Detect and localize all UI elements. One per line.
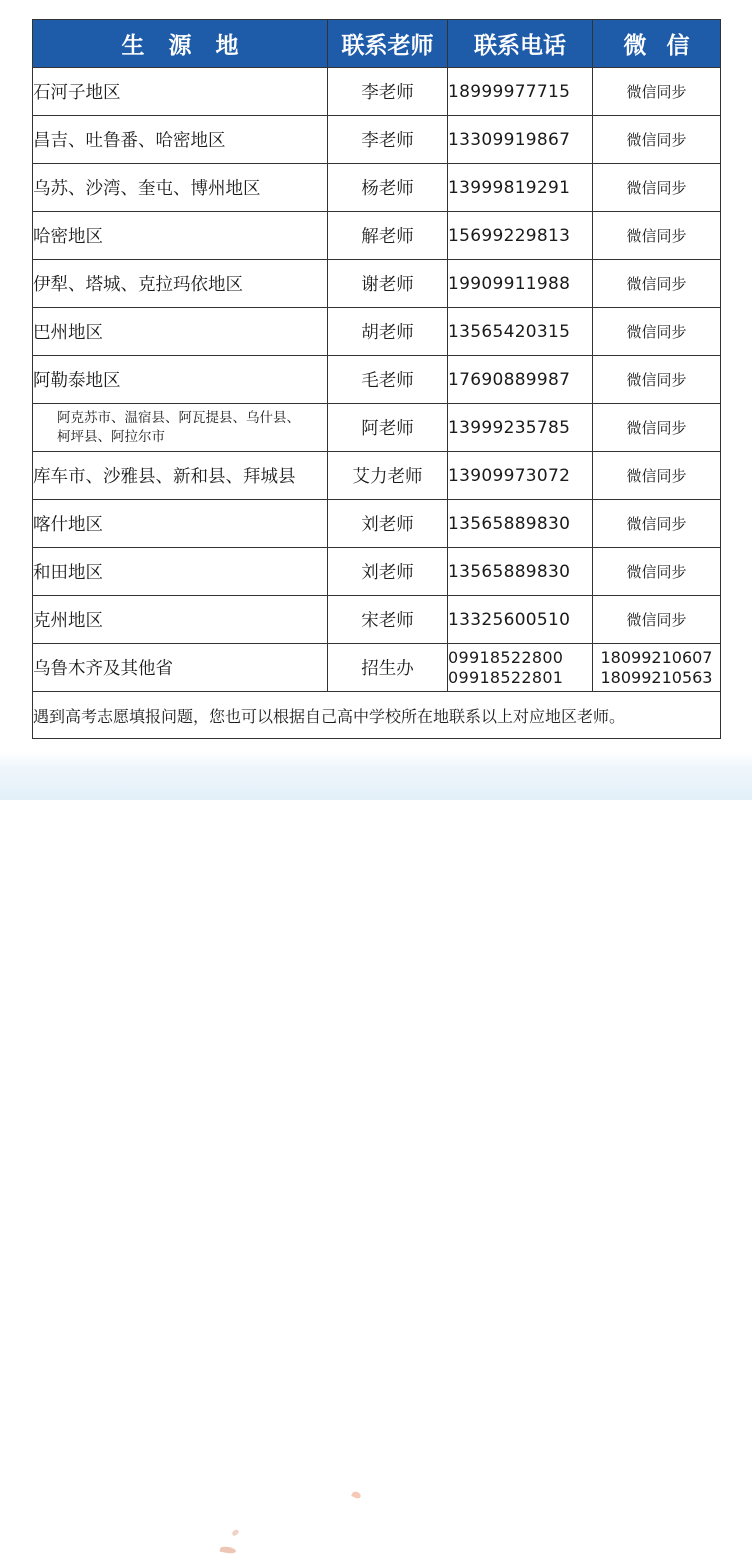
header-teacher: 联系老师 [328, 20, 448, 68]
wechat-cell: 微信同步 [593, 260, 721, 308]
table-row [33, 500, 721, 548]
region-line: 阿克苏市、温宿县、阿瓦提县、乌什县、 [57, 409, 300, 426]
table-row [33, 596, 721, 644]
phone-cell [448, 644, 593, 692]
wechat-cell: 微信同步 [593, 452, 721, 500]
phone-cell: 17690889987 [448, 356, 593, 404]
teacher-cell: 宋老师 [328, 596, 448, 644]
table-row [33, 356, 721, 404]
region-cell: 石河子地区 [33, 68, 328, 116]
phone-line: 09918522800 [448, 647, 564, 667]
region-cell: 昌吉、吐鲁番、哈密地区 [33, 116, 328, 164]
teacher-cell: 阿老师 [328, 404, 448, 452]
phone-cell: 15699229813 [448, 212, 593, 260]
teacher-cell: 毛老师 [328, 356, 448, 404]
phone-cell: 13565420315 [448, 308, 593, 356]
table-row [33, 164, 721, 212]
region-cell: 巴州地区 [33, 308, 328, 356]
header-wechat: 微信 [593, 20, 721, 68]
wechat-cell: 微信同步 [593, 404, 721, 452]
wechat-cell: 微信同步 [593, 212, 721, 260]
table-row [33, 260, 721, 308]
header-phone: 联系电话 [448, 20, 593, 68]
table-row [33, 308, 721, 356]
table-row [33, 212, 721, 260]
teacher-cell: 解老师 [328, 212, 448, 260]
bottom-background [0, 752, 752, 800]
phone-cell: 13309919867 [448, 116, 593, 164]
table-row [33, 644, 721, 692]
region-line: 柯坪县、阿拉尔市 [57, 428, 165, 445]
region-cell: 库车市、沙雅县、新和县、拜城县 [33, 452, 328, 500]
region-cell: 阿勒泰地区 [33, 356, 328, 404]
region-cell: 哈密地区 [33, 212, 328, 260]
teacher-cell: 谢老师 [328, 260, 448, 308]
wechat-cell: 微信同步 [593, 164, 721, 212]
phone-cell: 13565889830 [448, 500, 593, 548]
petal-decoration [220, 1546, 237, 1554]
wechat-cell: 微信同步 [593, 356, 721, 404]
table-row [33, 68, 721, 116]
wechat-line: 18099210563 [600, 667, 713, 687]
note-text: 遇到高考志愿填报问题，您也可以根据自己高中学校所在地联系以上对应地区老师。 [33, 692, 721, 739]
wechat-cell: 微信同步 [593, 596, 721, 644]
contact-table [32, 19, 721, 739]
teacher-cell: 李老师 [328, 68, 448, 116]
teacher-cell: 李老师 [328, 116, 448, 164]
wechat-cell: 微信同步 [593, 308, 721, 356]
teacher-cell: 胡老师 [328, 308, 448, 356]
phone-cell: 18999977715 [448, 68, 593, 116]
table-row [33, 452, 721, 500]
wechat-cell [593, 644, 721, 692]
region-cell: 乌苏、沙湾、奎屯、博州地区 [33, 164, 328, 212]
phone-cell: 13999819291 [448, 164, 593, 212]
region-cell: 和田地区 [33, 548, 328, 596]
region-cell: 乌鲁木齐及其他省 [33, 644, 328, 692]
teacher-cell: 艾力老师 [328, 452, 448, 500]
wechat-cell: 微信同步 [593, 500, 721, 548]
wechat-cell: 微信同步 [593, 548, 721, 596]
region-cell: 克州地区 [33, 596, 328, 644]
petal-decoration [231, 1529, 240, 1537]
petal-decoration [351, 1490, 362, 1499]
table-row [33, 116, 721, 164]
wechat-line: 18099210607 [600, 647, 713, 667]
wechat-cell: 微信同步 [593, 68, 721, 116]
phone-cell: 13909973072 [448, 452, 593, 500]
region-cell [33, 404, 328, 452]
header-region: 生源地 [33, 20, 328, 68]
note-row [33, 692, 721, 739]
phone-cell: 13325600510 [448, 596, 593, 644]
wechat-cell: 微信同步 [593, 116, 721, 164]
phone-line: 09918522801 [448, 667, 564, 687]
teacher-cell: 招生办 [328, 644, 448, 692]
region-cell: 伊犁、塔城、克拉玛依地区 [33, 260, 328, 308]
teacher-cell: 刘老师 [328, 500, 448, 548]
region-cell: 喀什地区 [33, 500, 328, 548]
teacher-cell: 杨老师 [328, 164, 448, 212]
phone-cell: 13565889830 [448, 548, 593, 596]
table-row [33, 404, 721, 452]
phone-cell: 19909911988 [448, 260, 593, 308]
phone-cell: 13999235785 [448, 404, 593, 452]
header-row [33, 20, 721, 68]
teacher-cell: 刘老师 [328, 548, 448, 596]
table-row [33, 548, 721, 596]
